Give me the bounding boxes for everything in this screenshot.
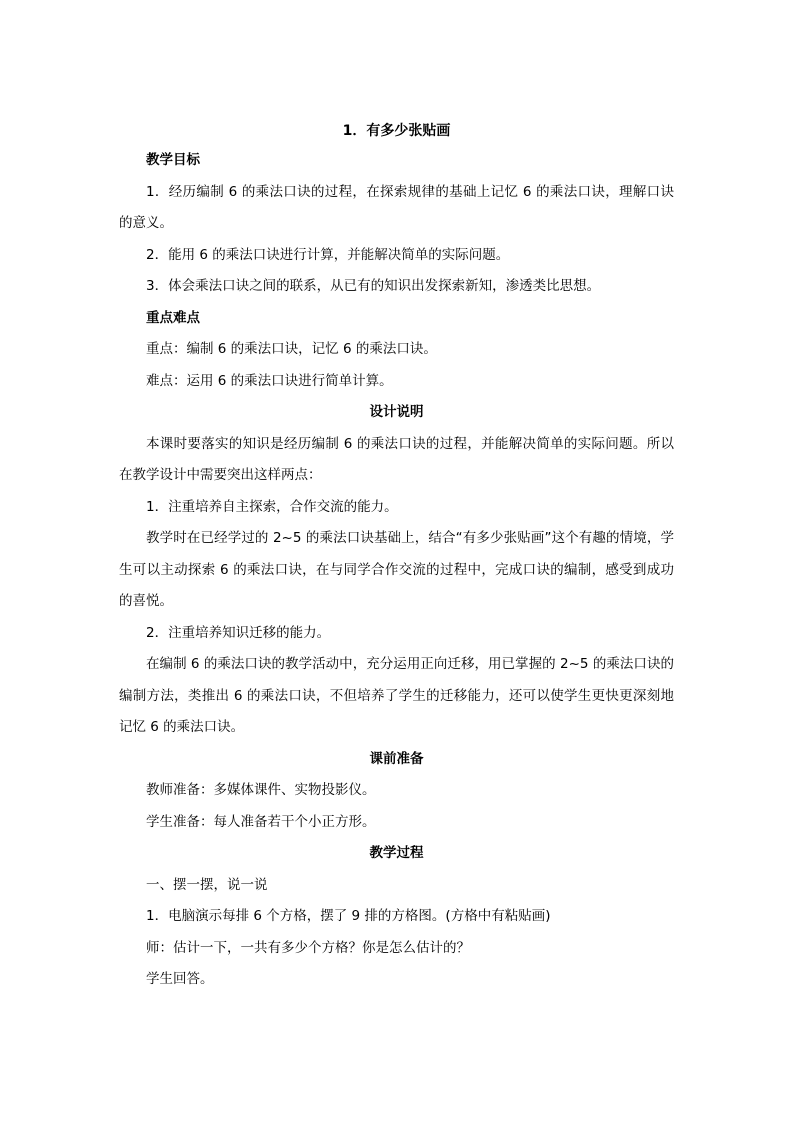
teacher-question: 师：估计一下，一共有多少个方格？你是怎么估计的？ (146, 939, 470, 956)
key-point-focus: 重点：编制 6 的乘法口诀，记忆 6 的乘法口诀。 (146, 341, 437, 357)
design-point2-title: 2．注重培养知识迁移的能力。 (146, 624, 331, 641)
process-heading: 教学过程 (369, 845, 424, 861)
design-heading: 设计说明 (369, 404, 424, 420)
lesson-title: 1．有多少张贴画 (342, 123, 451, 139)
key-point-difficulty: 难点：运用 6 的乘法口诀进行简单计算。 (146, 372, 393, 389)
design-point1-title: 1．注重培养自主探索，合作交流的能力。 (146, 498, 398, 515)
student-answer: 学生回答。 (146, 971, 214, 987)
objective-item: 2．能用 6 的乘法口诀进行计算，并能解决简单的实际问题。 (146, 246, 510, 263)
objective-item: 1．经历编制 6 的乘法口诀的过程，在探索规律的基础上记忆 6 的乘法口诀，理解口诀的意义。 (119, 183, 674, 231)
objective-item: 3．体会乘法口诀之间的联系，从已有的知识出发探索新知，渗透类比思想。 (146, 278, 601, 294)
process-step: 1．电脑演示每排 6 个方格，摆了 9 排的方格图。(方格中有粘贴画) (146, 908, 551, 924)
objectives-heading: 教学目标 (146, 152, 200, 168)
key-points-heading: 重点难点 (146, 309, 200, 326)
process-section-title: 一、摆一摆，说一说 (146, 876, 268, 893)
design-point2-text: 在编制 6 的乘法口诀的教学活动中，充分运用正向迁移，用已掌握的 2~5 的乘法口诀的编制方法，类推出 6 的乘法口诀，不但培养了学生的迁移能力，还可以使学生更快更深刻地记忆 6 的乘法口诀。 (119, 656, 674, 735)
design-point1-text: 教学时在已经学过的 2~5 的乘法口诀基础上，结合“有多少张贴画”这个有趣的情境，学生可以主动探索 6 的乘法口诀，在与同学合作交流的过程中，完成口诀的编制，感受到成功的喜悦。 (119, 530, 674, 609)
teacher-preparation: 教师准备：多媒体课件、实物投影仪。 (146, 782, 376, 798)
student-preparation: 学生准备：每人准备若干个小正方形。 (146, 813, 376, 830)
design-intro: 本课时要落实的知识是经历编制 6 的乘法口诀的过程，并能解决简单的实际问题。所以在教学设计中需要突出这样两点： (119, 435, 674, 483)
document-page (119, 117, 674, 996)
preparation-heading: 课前准备 (369, 750, 424, 767)
